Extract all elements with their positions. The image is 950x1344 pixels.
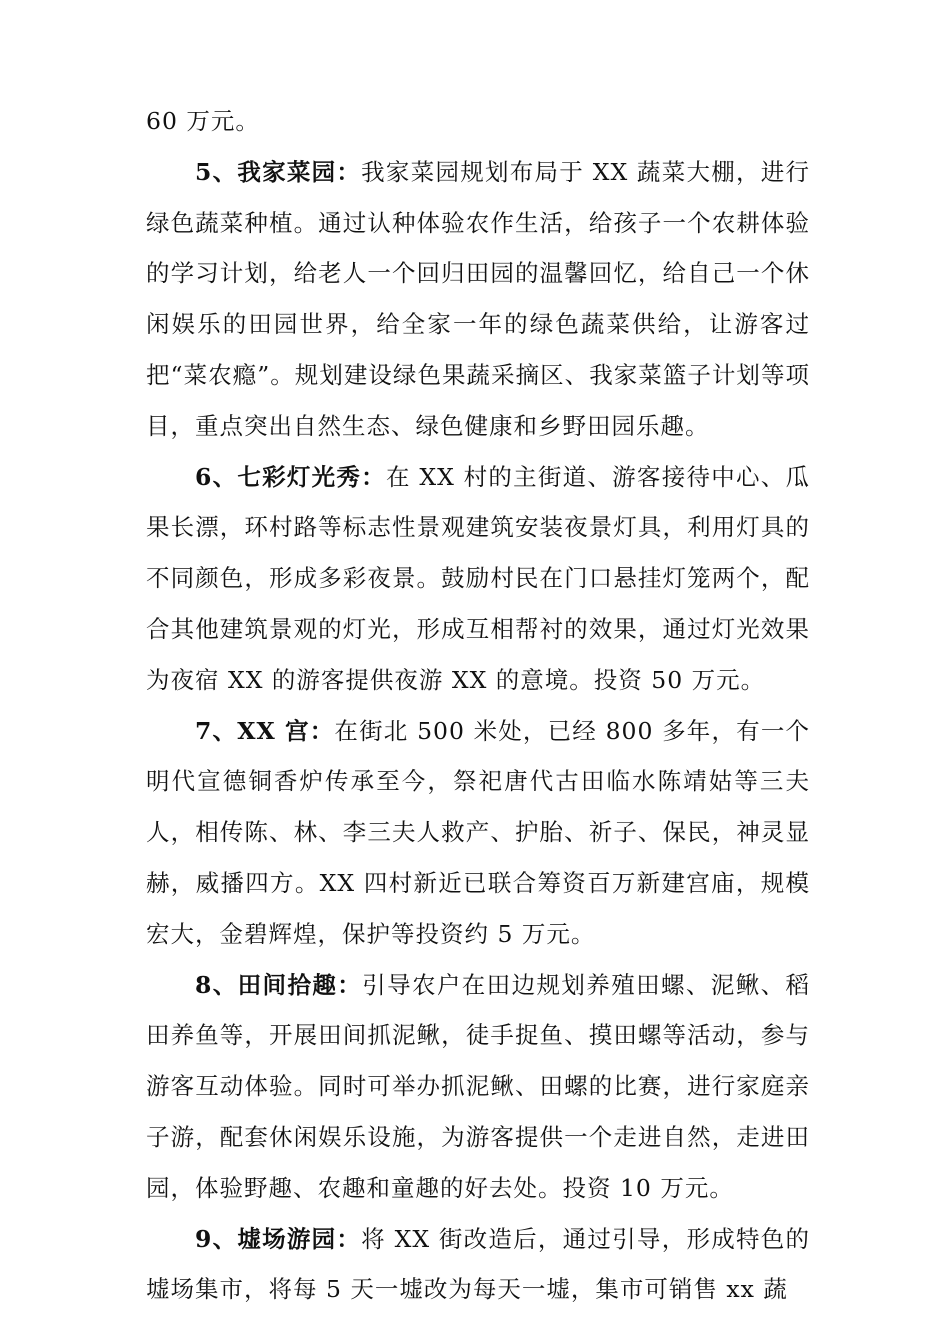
item-body-5: 我家菜园规划布局于 XX 蔬菜大棚，进行绿色蔬菜种植。通过认种体验农作生活，给孩子一个农耕体验的学习计划，给老人一个回归田园的温馨回忆，给自己一个休闲娱乐的田园世界，给全家一年的绿色蔬菜供给，让游客过把“菜农瘾”。规划建设绿色果蔬采摘区、我家菜篮子计划等项目，重点突出自然生态、绿色健康和乡野田园乐趣。 <box>146 157 810 440</box>
item-heading-9: 9、墟场游园： <box>195 1224 362 1253</box>
item-paragraph-7 <box>146 706 810 960</box>
item-heading-8: 8、田间拾趣： <box>195 970 363 999</box>
item-heading-6: 6、七彩灯光秀： <box>195 462 386 491</box>
item-body-8: 引导农户在田边规划养殖田螺、泥鳅、稻田养鱼等，开展田间抓泥鳅，徒手捉鱼、摸田螺等活动，参与游客互动体验。同时可举办抓泥鳅、田螺的比赛，进行家庭亲子游，配套休闲娱乐设施，为游客提供一个走进自然，走进田园，体验野趣、农趣和童趣的好去处。投资 10 万元。 <box>146 970 811 1202</box>
item-body-7: 在街北 500 米处，已经 800 多年，有一个明代宣德铜香炉传承至今，祭祀唐代古田临水陈靖姑等三夫人，相传陈、林、李三夫人救产、护胎、祈子、保民，神灵显赫，威播四方。XX 四村新近已联合筹资百万新建宫庙，规模宏大，金碧辉煌，保护等投资约 5 万元。 <box>146 716 810 948</box>
item-paragraph-5 <box>146 147 810 452</box>
item-heading-7: 7、XX 宫： <box>195 716 335 745</box>
document-body <box>146 96 810 1315</box>
item-body-9: 将 XX 街改造后，通过引导，形成特色的墟场集市，将每 5 天一墟改为每天一墟，集市可销售 xx 蔬 <box>146 1224 810 1304</box>
item-paragraph-9 <box>146 1214 810 1316</box>
item-paragraph-8 <box>146 960 810 1214</box>
item-paragraph-6 <box>146 452 810 706</box>
item-body-6: 在 XX 村的主街道、游客接待中心、瓜果长漂，环村路等标志性景观建筑安装夜景灯具，利用灯具的不同颜色，形成多彩夜景。鼓励村民在门口悬挂灯笼两个，配合其他建筑景观的灯光，形成互相帮衬的效果，通过灯光效果为夜宿 XX 的游客提供夜游 XX 的意境。投资 50 万元。 <box>146 462 810 694</box>
lead-line: 60 万元。 <box>146 107 260 135</box>
item-heading-5: 5、我家菜园： <box>195 157 362 186</box>
